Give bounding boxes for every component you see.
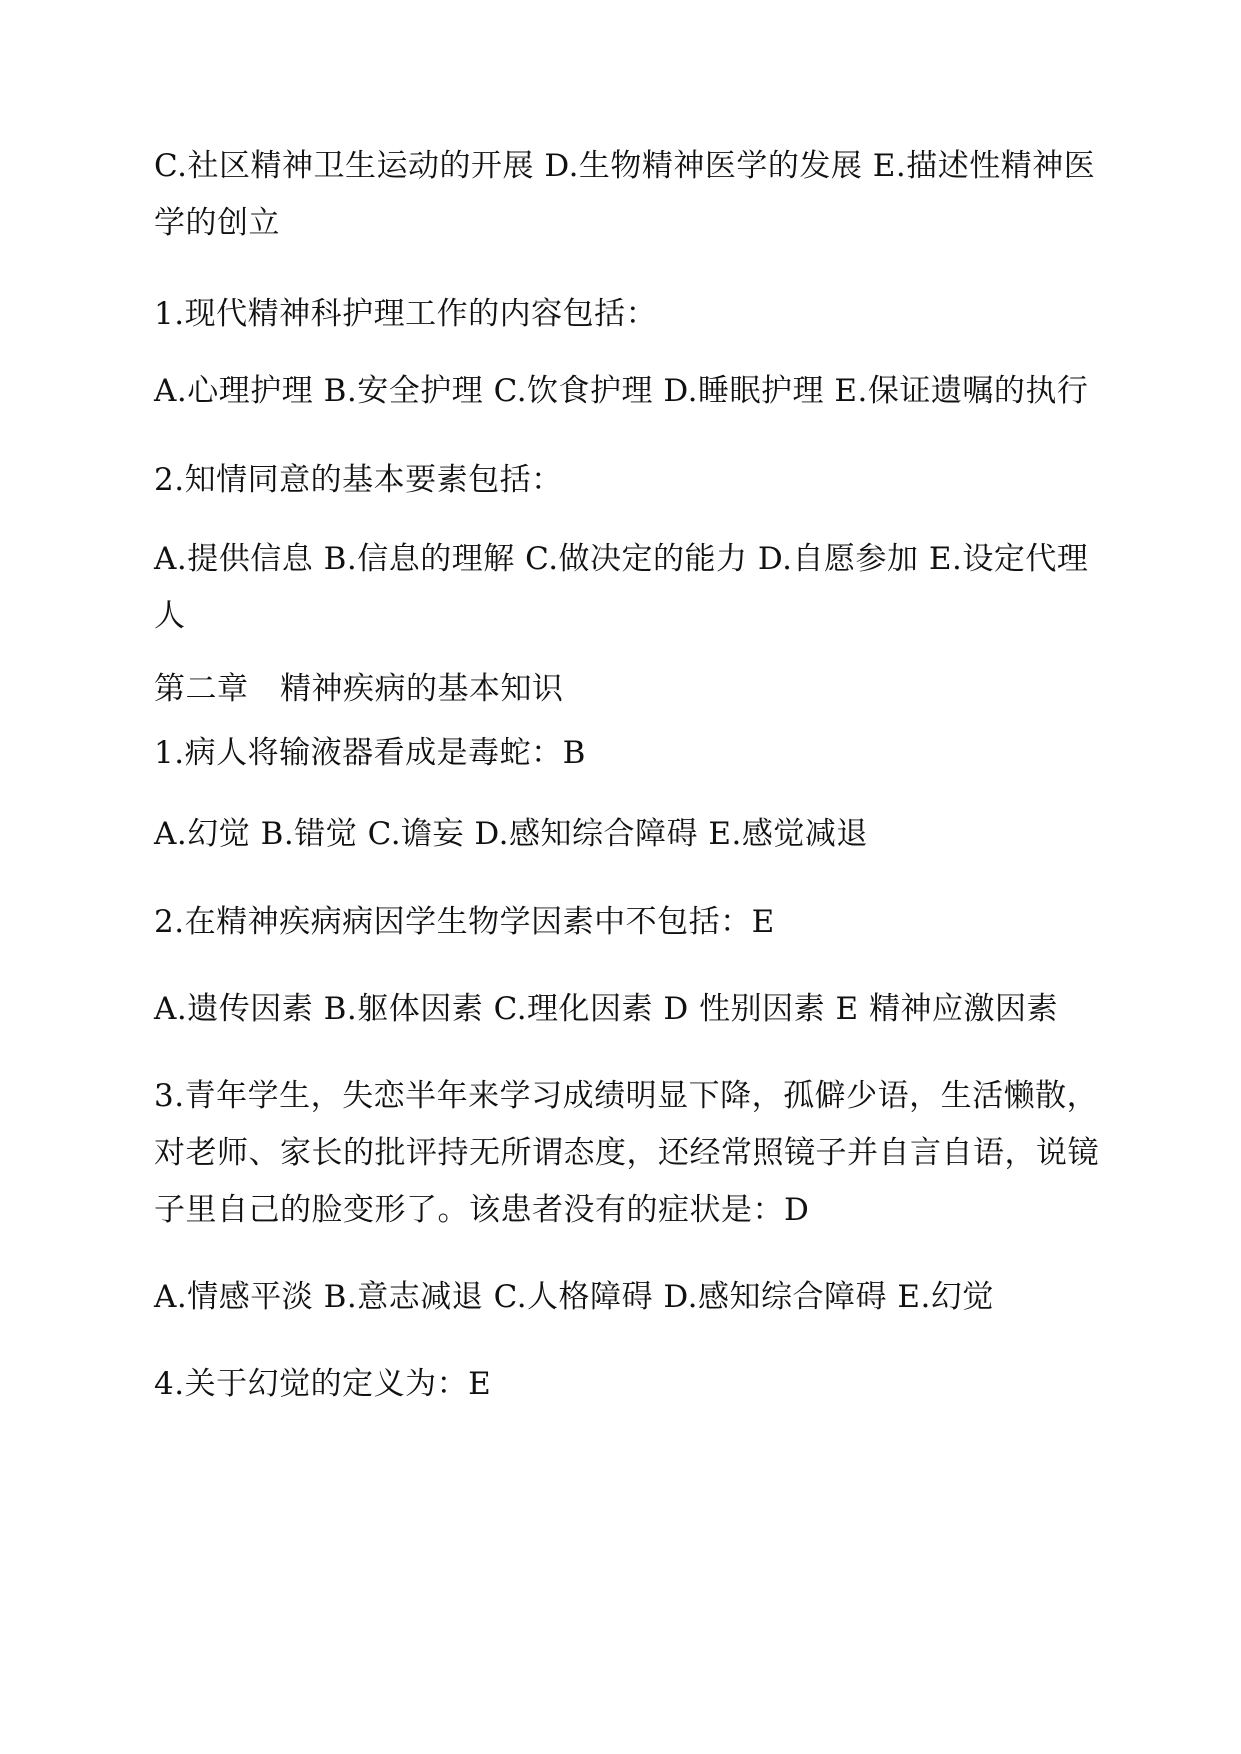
options-line: A.心理护理 B.安全护理 C.饮食护理 D.睡眠护理 E.保证遗嘱的执行 (154, 373, 1089, 409)
question-line: 2.知情同意的基本要素包括： (154, 462, 563, 498)
text-line: 人 (154, 598, 186, 634)
question-line: 3.青年学生，失恋半年来学习成绩明显下降，孤僻少语，生活懒散， (154, 1078, 1099, 1114)
text-line: C.社区精神卫生运动的开展 D.生物精神医学的发展 E.描述性精神医 (154, 148, 1096, 184)
question-line: 1.现代精神科护理工作的内容包括： (154, 296, 658, 332)
text-line: 学的创立 (154, 205, 280, 241)
options-line: A.提供信息 B.信息的理解 C.做决定的能力 D.自愿参加 E.设定代理 (154, 541, 1089, 577)
question-line: 4.关于幻觉的定义为：E (154, 1366, 492, 1402)
question-line: 对老师、家长的批评持无所谓态度，还经常照镜子并自言自语，说镜 (154, 1135, 1099, 1171)
chapter-heading: 第二章 精神疾病的基本知识 (154, 671, 564, 707)
question-line: 1.病人将输液器看成是毒蛇：B (154, 735, 586, 771)
options-line: A.遗传因素 B.躯体因素 C.理化因素 D 性别因素 E 精神应激因素 (154, 991, 1058, 1027)
question-line: 子里自己的脸变形了。该患者没有的症状是：D (154, 1192, 810, 1228)
options-line: A.情感平淡 B.意志减退 C.人格障碍 D.感知综合障碍 E.幻觉 (154, 1279, 994, 1315)
question-line: 2.在精神疾病病因学生物学因素中不包括：E (154, 904, 775, 940)
options-line: A.幻觉 B.错觉 C.谵妄 D.感知综合障碍 E.感觉减退 (154, 816, 868, 852)
